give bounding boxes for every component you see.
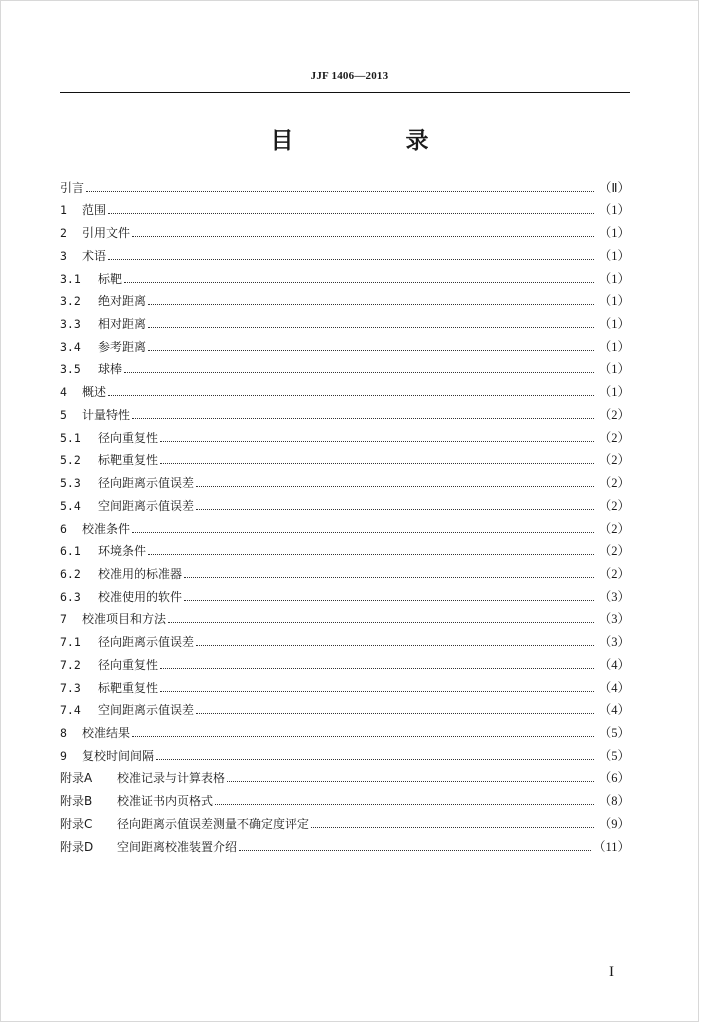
- toc-entry-number: 附录A: [60, 771, 93, 786]
- toc-entry-label: 术语: [82, 248, 107, 263]
- toc-entry-page: （1）: [598, 226, 630, 241]
- toc-entry-page: （5）: [598, 725, 630, 740]
- page-title: 目 录: [270, 128, 481, 154]
- toc-entry-label: 径向距离示值误差: [98, 635, 195, 650]
- toc-entry-page: （2）: [598, 407, 630, 422]
- toc-entry-number: 7.2: [60, 657, 81, 672]
- toc-dot-leader: [124, 371, 594, 373]
- toc-entry[interactable]: [60, 514, 630, 537]
- toc-entry-label: 校准证书内页格式: [117, 794, 214, 809]
- toc-entry-label: 径向距离示值误差测量不确定度评定: [117, 816, 310, 831]
- toc-entry-number: 3.2: [60, 294, 81, 309]
- toc-entry-title: [60, 633, 194, 650]
- toc-entry-title: [60, 769, 225, 786]
- toc-entry-label: 相对距离: [98, 317, 147, 332]
- toc-entry-title: [60, 247, 106, 264]
- toc-entry-label: 径向距离示值误差: [98, 476, 195, 491]
- toc-entry[interactable]: [60, 332, 630, 355]
- toc-dot-leader: [196, 508, 594, 510]
- toc-entry-number: 3: [60, 248, 67, 263]
- toc-entry-title: [60, 429, 158, 446]
- toc-entry-title: [60, 656, 158, 673]
- toc-entry-number: 6.3: [60, 589, 81, 604]
- toc-entry[interactable]: [60, 718, 630, 741]
- toc-entry[interactable]: [60, 673, 630, 696]
- toc-entry-label: 引言: [60, 180, 85, 195]
- toc-dot-leader: [160, 667, 594, 669]
- toc-entry-page: （1）: [598, 339, 630, 354]
- toc-dot-leader: [108, 212, 594, 214]
- toc-dot-leader: [148, 349, 594, 351]
- toc-dot-leader: [160, 690, 594, 692]
- toc-entry-page: （Ⅱ）: [598, 180, 630, 195]
- toc-entry[interactable]: [60, 582, 630, 605]
- page-number: I: [609, 964, 614, 980]
- toc-entry-label: 径向重复性: [98, 657, 159, 672]
- toc-entry-page: （2）: [598, 453, 630, 468]
- toc-entry-page: （2）: [598, 498, 630, 513]
- toc-entry-number: 4: [60, 385, 67, 400]
- toc-dot-leader: [108, 394, 594, 396]
- toc-entry-page: （1）: [598, 271, 630, 286]
- toc-entry-page: （1）: [598, 294, 630, 309]
- toc-entry-title: [60, 451, 158, 468]
- toc-entry-number: 5: [60, 407, 67, 422]
- toc-entry-label: 校准条件: [82, 521, 131, 536]
- toc-entry-title: [60, 724, 130, 741]
- toc-entry-title: [60, 201, 106, 218]
- toc-entry-label: 计量特性: [82, 407, 131, 422]
- toc-entry-page: （1）: [598, 385, 630, 400]
- toc-entry-page: （9）: [598, 816, 630, 831]
- toc-entry-title: [60, 406, 130, 423]
- toc-dot-leader: [156, 758, 594, 760]
- toc-dot-leader: [196, 485, 594, 487]
- toc-entry-page: （4）: [598, 703, 630, 718]
- toc-entry-page: （3）: [598, 612, 630, 627]
- toc-entry[interactable]: [60, 423, 630, 446]
- toc-entry[interactable]: [60, 491, 630, 514]
- toc-entry[interactable]: [60, 559, 630, 582]
- toc-entry[interactable]: [60, 627, 630, 650]
- toc-entry-number: 9: [60, 748, 67, 763]
- toc-entry[interactable]: [60, 696, 630, 719]
- toc-entry[interactable]: [60, 605, 630, 628]
- toc-dot-leader: [196, 644, 594, 646]
- toc-entry-number: 8: [60, 725, 67, 740]
- toc-entry-page: （11）: [592, 839, 630, 854]
- toc-entry-page: （8）: [598, 794, 630, 809]
- toc-dot-leader: [148, 553, 594, 555]
- toc-entry-page: （2）: [598, 566, 630, 581]
- toc-entry-label: 空间距离示值误差: [98, 703, 195, 718]
- toc-entry[interactable]: [60, 355, 630, 378]
- toc-entry-label: 校准用的标准器: [98, 566, 183, 581]
- toc-entry-page: （4）: [598, 657, 630, 672]
- toc-dot-leader: [160, 462, 594, 464]
- toc-dot-leader: [148, 326, 594, 328]
- toc-entry-title: [60, 497, 194, 514]
- toc-entry-page: （3）: [598, 589, 630, 604]
- toc-entry-number: 5.2: [60, 453, 81, 468]
- toc-entry-number: 7.3: [60, 680, 81, 695]
- toc-entry[interactable]: [60, 309, 630, 332]
- toc-entry[interactable]: [60, 809, 630, 832]
- toc-entry[interactable]: [60, 218, 630, 241]
- toc-entry-label: 校准结果: [82, 725, 131, 740]
- toc-entry[interactable]: [60, 196, 630, 219]
- toc-entry[interactable]: [60, 468, 630, 491]
- toc-entry-number: 2: [60, 226, 67, 241]
- toc-entry-label: 绝对距离: [98, 294, 147, 309]
- toc-dot-leader: [196, 712, 594, 714]
- table-of-contents: [60, 173, 630, 855]
- toc-entry-label: 标靶重复性: [98, 453, 159, 468]
- toc-entry-page: （1）: [598, 203, 630, 218]
- toc-dot-leader: [108, 258, 594, 260]
- toc-entry[interactable]: [60, 287, 630, 310]
- toc-entry-title: [60, 270, 122, 287]
- toc-entry-number: 7.1: [60, 635, 81, 650]
- toc-entry-title: [60, 542, 146, 559]
- toc-entry-title: [60, 610, 166, 627]
- toc-entry-label: 概述: [82, 385, 107, 400]
- toc-dot-leader: [124, 281, 594, 283]
- toc-entry[interactable]: [60, 446, 630, 469]
- toc-entry-page: （4）: [598, 680, 630, 695]
- toc-entry[interactable]: [60, 764, 630, 787]
- toc-entry-title: [60, 338, 146, 355]
- toc-entry-number: 5.1: [60, 430, 81, 445]
- toc-entry-label: 球棒: [98, 362, 123, 377]
- toc-entry-number: 6.1: [60, 544, 81, 559]
- toc-entry[interactable]: [60, 650, 630, 673]
- toc-entry-label: 校准记录与计算表格: [117, 771, 226, 786]
- toc-entry-title: [60, 474, 194, 491]
- toc-entry-number: 3.3: [60, 317, 81, 332]
- toc-dot-leader: [227, 780, 594, 782]
- toc-entry-page: （2）: [598, 476, 630, 491]
- toc-dot-leader: [132, 235, 594, 237]
- toc-dot-leader: [132, 417, 594, 419]
- toc-entry[interactable]: [60, 741, 630, 764]
- toc-dot-leader: [239, 849, 591, 851]
- toc-entry-label: 空间距离示值误差: [98, 498, 195, 513]
- toc-entry-number: 3.1: [60, 271, 81, 286]
- toc-entry[interactable]: [60, 537, 630, 560]
- toc-entry[interactable]: [60, 264, 630, 287]
- toc-entry-title: [60, 565, 182, 582]
- toc-dot-leader: [132, 735, 594, 737]
- toc-dot-leader: [168, 621, 594, 623]
- toc-entry-number: 5.3: [60, 476, 81, 491]
- toc-entry-number: 7.4: [60, 703, 81, 718]
- toc-entry-number: 5.4: [60, 498, 81, 513]
- toc-entry-number: 7: [60, 612, 67, 627]
- toc-entry-title: [60, 520, 130, 537]
- toc-entry[interactable]: [60, 377, 630, 400]
- toc-entry[interactable]: [60, 241, 630, 264]
- toc-dot-leader: [215, 803, 594, 805]
- toc-dot-leader: [311, 826, 594, 828]
- toc-entry-label: 标靶重复性: [98, 680, 159, 695]
- toc-entry-label: 校准项目和方法: [82, 612, 167, 627]
- toc-entry-page: （1）: [598, 317, 630, 332]
- toc-entry-label: 复校时间间隔: [82, 748, 155, 763]
- toc-entry-label: 径向重复性: [98, 430, 159, 445]
- toc-entry-number: 6.2: [60, 566, 81, 581]
- toc-entry-label: 校准使用的软件: [98, 589, 183, 604]
- toc-dot-leader: [132, 531, 594, 533]
- toc-entry-title: [60, 701, 194, 718]
- toc-entry-page: （1）: [598, 248, 630, 263]
- toc-entry-label: 环境条件: [98, 544, 147, 559]
- toc-entry-title: [60, 179, 84, 196]
- toc-entry-number: 附录C: [60, 816, 93, 831]
- toc-entry-label: 空间距离校准装置介绍: [117, 839, 238, 854]
- toc-dot-leader: [86, 190, 594, 192]
- standard-code-header: JJF 1406—2013: [310, 70, 389, 82]
- toc-dot-leader: [160, 440, 594, 442]
- toc-entry-title: [60, 315, 146, 332]
- toc-dot-leader: [148, 303, 594, 305]
- toc-entry-title: [60, 360, 122, 377]
- toc-dot-leader: [184, 599, 594, 601]
- toc-entry-title: [60, 815, 309, 832]
- toc-entry-number: 6: [60, 521, 67, 536]
- toc-entry-page: （5）: [598, 748, 630, 763]
- toc-entry-label: 范围: [82, 203, 107, 218]
- toc-entry-label: 引用文件: [82, 226, 131, 241]
- toc-entry-number: 3.5: [60, 362, 81, 377]
- toc-entry-number: 3.4: [60, 339, 81, 354]
- header-rule: [60, 92, 630, 93]
- toc-entry-title: [60, 292, 146, 309]
- toc-entry-page: （2）: [598, 544, 630, 559]
- toc-entry-number: 附录B: [60, 794, 93, 809]
- toc-entry-title: [60, 224, 130, 241]
- toc-entry[interactable]: [60, 832, 630, 855]
- toc-entry[interactable]: [60, 400, 630, 423]
- toc-entry-title: [60, 747, 154, 764]
- toc-entry-page: （3）: [598, 635, 630, 650]
- toc-entry-page: （2）: [598, 521, 630, 536]
- toc-entry-number: 附录D: [60, 839, 94, 854]
- toc-entry-label: 标靶: [98, 271, 123, 286]
- toc-entry-title: [60, 838, 237, 855]
- toc-entry-number: 1: [60, 203, 67, 218]
- toc-entry-title: [60, 383, 106, 400]
- toc-entry[interactable]: [60, 786, 630, 809]
- toc-entry-title: [60, 792, 213, 809]
- toc-entry-page: （6）: [598, 771, 630, 786]
- toc-entry-page: （2）: [598, 430, 630, 445]
- toc-entry-label: 参考距离: [98, 339, 147, 354]
- toc-entry-title: [60, 588, 182, 605]
- toc-entry-title: [60, 679, 158, 696]
- toc-dot-leader: [184, 576, 594, 578]
- toc-entry-page: （1）: [598, 362, 630, 377]
- toc-entry[interactable]: [60, 173, 630, 196]
